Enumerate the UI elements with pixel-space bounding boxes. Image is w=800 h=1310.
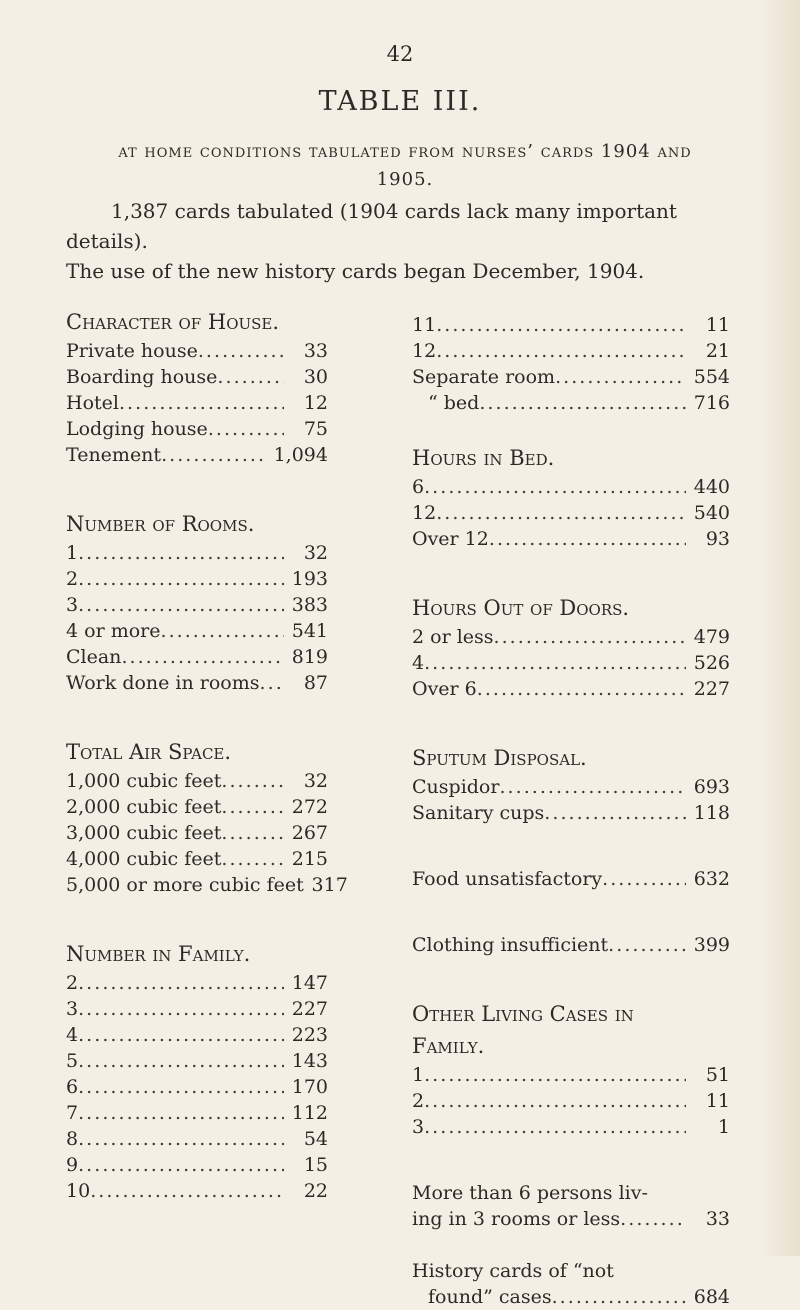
row-value: 12: [303, 392, 328, 414]
table-row: [412, 932, 730, 958]
row-value: 1,094: [273, 444, 328, 466]
row-value: 54: [303, 1128, 328, 1150]
row-value: 693: [693, 776, 730, 798]
row-value: 75: [303, 418, 328, 440]
table-row: [412, 312, 730, 338]
leader-dots: [221, 820, 284, 846]
table-row: [412, 526, 730, 552]
leader-dots: [436, 338, 686, 364]
leader-dots: [221, 846, 284, 872]
row-value: 267: [291, 822, 328, 844]
more-than-six-line: More than 6 persons liv-: [412, 1182, 648, 1204]
row-label: Cuspidor: [412, 776, 500, 798]
row-value: 227: [291, 998, 328, 1020]
table-row: [66, 1022, 328, 1048]
row-label: Sanitary cups: [412, 802, 545, 824]
section-heading: Character of House.: [66, 310, 280, 334]
row-label: 9: [66, 1154, 79, 1176]
row-value: 21: [705, 340, 730, 362]
row-value: 32: [303, 770, 328, 792]
number-of-rooms-list: [66, 540, 328, 696]
intro-line: 1,387 cards tabulated (1904 cards lack many important details).: [66, 199, 677, 253]
section-heading: Total Air Space.: [66, 740, 232, 764]
leader-dots: [494, 624, 686, 650]
row-label: 2: [412, 1090, 425, 1112]
spacer: [412, 416, 730, 442]
table-row: [412, 624, 730, 650]
row-label: 1: [66, 542, 79, 564]
leader-dots: [78, 1126, 284, 1152]
left-column: [66, 306, 348, 1204]
row-label: ing in 3 rooms or less: [412, 1208, 621, 1230]
history-cards-line: History cards of “not: [412, 1260, 614, 1282]
leader-dots: [78, 996, 284, 1022]
table-row: [66, 618, 328, 644]
table-row: [66, 540, 328, 566]
table-row: [66, 1100, 328, 1126]
row-label: Over 6: [412, 678, 477, 700]
spacer: [66, 468, 328, 508]
row-label: “ bed: [428, 392, 480, 414]
table-row: [412, 774, 730, 800]
row-value: 317: [311, 874, 348, 896]
hours-out-of-doors-list: [412, 624, 730, 702]
leader-dots: [424, 474, 686, 500]
leader-dots: [160, 618, 284, 644]
leader-dots: [608, 932, 686, 958]
hours-in-bed-list: [412, 474, 730, 552]
table-row: [66, 338, 328, 364]
leader-dots: [198, 338, 284, 364]
row-label: Over 12: [412, 528, 489, 550]
spacer: [412, 892, 730, 932]
page-number: 42: [386, 42, 414, 66]
table-row: [66, 872, 348, 898]
row-label: Food unsatisfactory: [412, 868, 603, 890]
spacer: [412, 702, 730, 742]
row-value: 87: [303, 672, 328, 694]
leader-dots: [424, 650, 686, 676]
row-label: 10: [66, 1180, 91, 1202]
table-row: [412, 1206, 730, 1232]
row-label: 7: [66, 1102, 79, 1124]
table-row: [66, 1074, 328, 1100]
section-heading: Number in Family.: [66, 942, 251, 966]
table-row: [412, 1114, 730, 1140]
leader-dots: [544, 800, 686, 826]
table-row: [66, 768, 328, 794]
table-row: [66, 390, 328, 416]
row-label: 2: [66, 568, 79, 590]
row-label: found” cases: [428, 1286, 552, 1308]
row-value: 819: [291, 646, 328, 668]
page-edge-shading: [760, 0, 800, 1256]
row-label: 3: [412, 1116, 425, 1138]
row-label: 2 or less: [412, 626, 494, 648]
leader-dots: [78, 566, 284, 592]
intro-line: The use of the new history cards began December, 1904.: [66, 259, 645, 283]
table-row: [412, 390, 730, 416]
row-label: Private house: [66, 340, 198, 362]
character-of-house-list: [66, 338, 328, 468]
number-in-family-list: [66, 970, 328, 1204]
row-value: 272: [291, 796, 328, 818]
row-value: 143: [291, 1050, 328, 1072]
table-row: [412, 474, 730, 500]
table-row: [66, 1178, 328, 1204]
row-label: 5,000 or more cubic feet: [66, 874, 304, 896]
leader-dots: [221, 768, 284, 794]
row-value: 33: [303, 340, 328, 362]
spacer: [412, 552, 730, 592]
leader-dots: [221, 794, 284, 820]
table-row: [66, 1152, 328, 1178]
table-row: [412, 800, 730, 826]
row-value: 22: [303, 1180, 328, 1202]
row-label: 4: [66, 1024, 79, 1046]
row-value: 541: [291, 620, 328, 642]
leader-dots: [424, 1088, 686, 1114]
table-subtitle: [60, 138, 750, 194]
row-value: 399: [693, 934, 730, 956]
row-value: 684: [693, 1286, 730, 1308]
table-row: [412, 866, 730, 892]
table-row: [412, 676, 730, 702]
leader-dots: [260, 670, 284, 696]
leader-dots: [424, 1114, 686, 1140]
section-heading: Other Living Cases in: [412, 1002, 634, 1026]
row-value: 93: [705, 528, 730, 550]
subtitle-line: 1905.: [376, 169, 434, 190]
spacer: [66, 696, 328, 736]
leader-dots: [436, 500, 686, 526]
leader-dots: [217, 364, 284, 390]
leader-dots: [555, 364, 686, 390]
row-value: 223: [291, 1024, 328, 1046]
family-continued-list: [412, 312, 730, 416]
leader-dots: [78, 970, 284, 996]
row-value: 215: [291, 848, 328, 870]
row-label: 12: [412, 502, 437, 524]
table-row: [66, 670, 328, 696]
row-label: 2: [66, 972, 79, 994]
leader-dots: [78, 1022, 284, 1048]
row-label: 4,000 cubic feet: [66, 848, 222, 870]
leader-dots: [119, 390, 284, 416]
intro-text: [66, 196, 756, 286]
row-label: 1,000 cubic feet: [66, 770, 222, 792]
row-value: 632: [693, 868, 730, 890]
leader-dots: [477, 676, 686, 702]
table-row: [412, 1062, 730, 1088]
spacer: [412, 1232, 730, 1258]
row-label: 4: [412, 652, 425, 674]
row-label: Clean: [66, 646, 122, 668]
leader-dots: [436, 312, 686, 338]
table-row: [66, 794, 328, 820]
row-value: 383: [291, 594, 328, 616]
row-label: Lodging house: [66, 418, 208, 440]
row-label: 3,000 cubic feet: [66, 822, 222, 844]
table-row: [412, 500, 730, 526]
leader-dots: [489, 526, 686, 552]
sputum-disposal-list: [412, 774, 730, 826]
row-label: 8: [66, 1128, 79, 1150]
row-label: 3: [66, 998, 79, 1020]
row-value: 112: [291, 1102, 328, 1124]
row-label: Tenement: [66, 444, 162, 466]
row-value: 193: [291, 568, 328, 590]
total-air-space-list: [66, 768, 348, 898]
table-row: [66, 644, 328, 670]
row-value: 554: [693, 366, 730, 388]
leader-dots: [78, 1074, 284, 1100]
table-row: [66, 416, 328, 442]
leader-dots: [78, 1048, 284, 1074]
row-label: 1: [412, 1064, 425, 1086]
row-value: 118: [693, 802, 730, 824]
leader-dots: [78, 1152, 284, 1178]
subtitle-line: at home conditions tabulated from nurses’ cards 1904 and: [118, 141, 692, 162]
section-heading: Sputum Disposal.: [412, 746, 587, 770]
row-label: Boarding house: [66, 366, 218, 388]
row-label: 11: [412, 314, 437, 336]
leader-dots: [424, 1062, 686, 1088]
spacer: [412, 958, 730, 998]
row-label: 3: [66, 594, 79, 616]
table-row: [66, 970, 328, 996]
row-value: 15: [303, 1154, 328, 1176]
leader-dots: [620, 1206, 686, 1232]
table-row: [66, 996, 328, 1022]
table-row: [66, 846, 328, 872]
row-value: 170: [291, 1076, 328, 1098]
row-label: 2,000 cubic feet: [66, 796, 222, 818]
right-column: [412, 306, 730, 1310]
spacer: [412, 1140, 730, 1180]
section-heading: Number of Rooms.: [66, 512, 255, 536]
spacer: [66, 898, 328, 938]
row-label: 6: [412, 476, 425, 498]
table-row: [412, 338, 730, 364]
row-value: 540: [693, 502, 730, 524]
table-row: [412, 1284, 730, 1310]
row-label: Work done in rooms: [66, 672, 260, 694]
leader-dots: [552, 1284, 686, 1310]
row-label: 4 or more: [66, 620, 161, 642]
row-value: 11: [705, 314, 730, 336]
row-value: 440: [693, 476, 730, 498]
other-living-cases-list: [412, 1062, 730, 1140]
leader-dots: [602, 866, 686, 892]
leader-dots: [479, 390, 686, 416]
row-value: 11: [705, 1090, 730, 1112]
row-value: 32: [303, 542, 328, 564]
table-row: [66, 566, 328, 592]
row-value: 147: [291, 972, 328, 994]
leader-dots: [90, 1178, 284, 1204]
row-label: 6: [66, 1076, 79, 1098]
row-value: 716: [693, 392, 730, 414]
leader-dots: [499, 774, 686, 800]
row-label: Separate room: [412, 366, 556, 388]
table-row: [66, 820, 328, 846]
table-row: [66, 364, 328, 390]
spacer: [412, 826, 730, 866]
table-row: [66, 1048, 328, 1074]
leader-dots: [78, 592, 284, 618]
table-row: [66, 442, 328, 468]
row-value: 526: [693, 652, 730, 674]
row-label: 5: [66, 1050, 79, 1072]
table-row: [412, 364, 730, 390]
table-row: [66, 1126, 328, 1152]
row-value: 479: [693, 626, 730, 648]
row-label: 12: [412, 340, 437, 362]
table-row: [412, 650, 730, 676]
section-heading: Hours Out of Doors.: [412, 596, 630, 620]
leader-dots: [208, 416, 284, 442]
row-value: 33: [705, 1208, 730, 1230]
leader-dots: [78, 540, 284, 566]
row-value: 51: [705, 1064, 730, 1086]
table-row: [412, 1088, 730, 1114]
row-value: 30: [303, 366, 328, 388]
row-value: 1: [717, 1116, 730, 1138]
section-heading: Family.: [412, 1034, 485, 1058]
leader-dots: [161, 442, 268, 468]
row-label: Hotel: [66, 392, 119, 414]
table-title: TABLE III.: [318, 86, 482, 117]
section-heading: Hours in Bed.: [412, 446, 555, 470]
leader-dots: [78, 1100, 284, 1126]
row-label: Clothing insufficient: [412, 934, 609, 956]
leader-dots: [121, 644, 284, 670]
row-value: 227: [693, 678, 730, 700]
table-row: [66, 592, 328, 618]
